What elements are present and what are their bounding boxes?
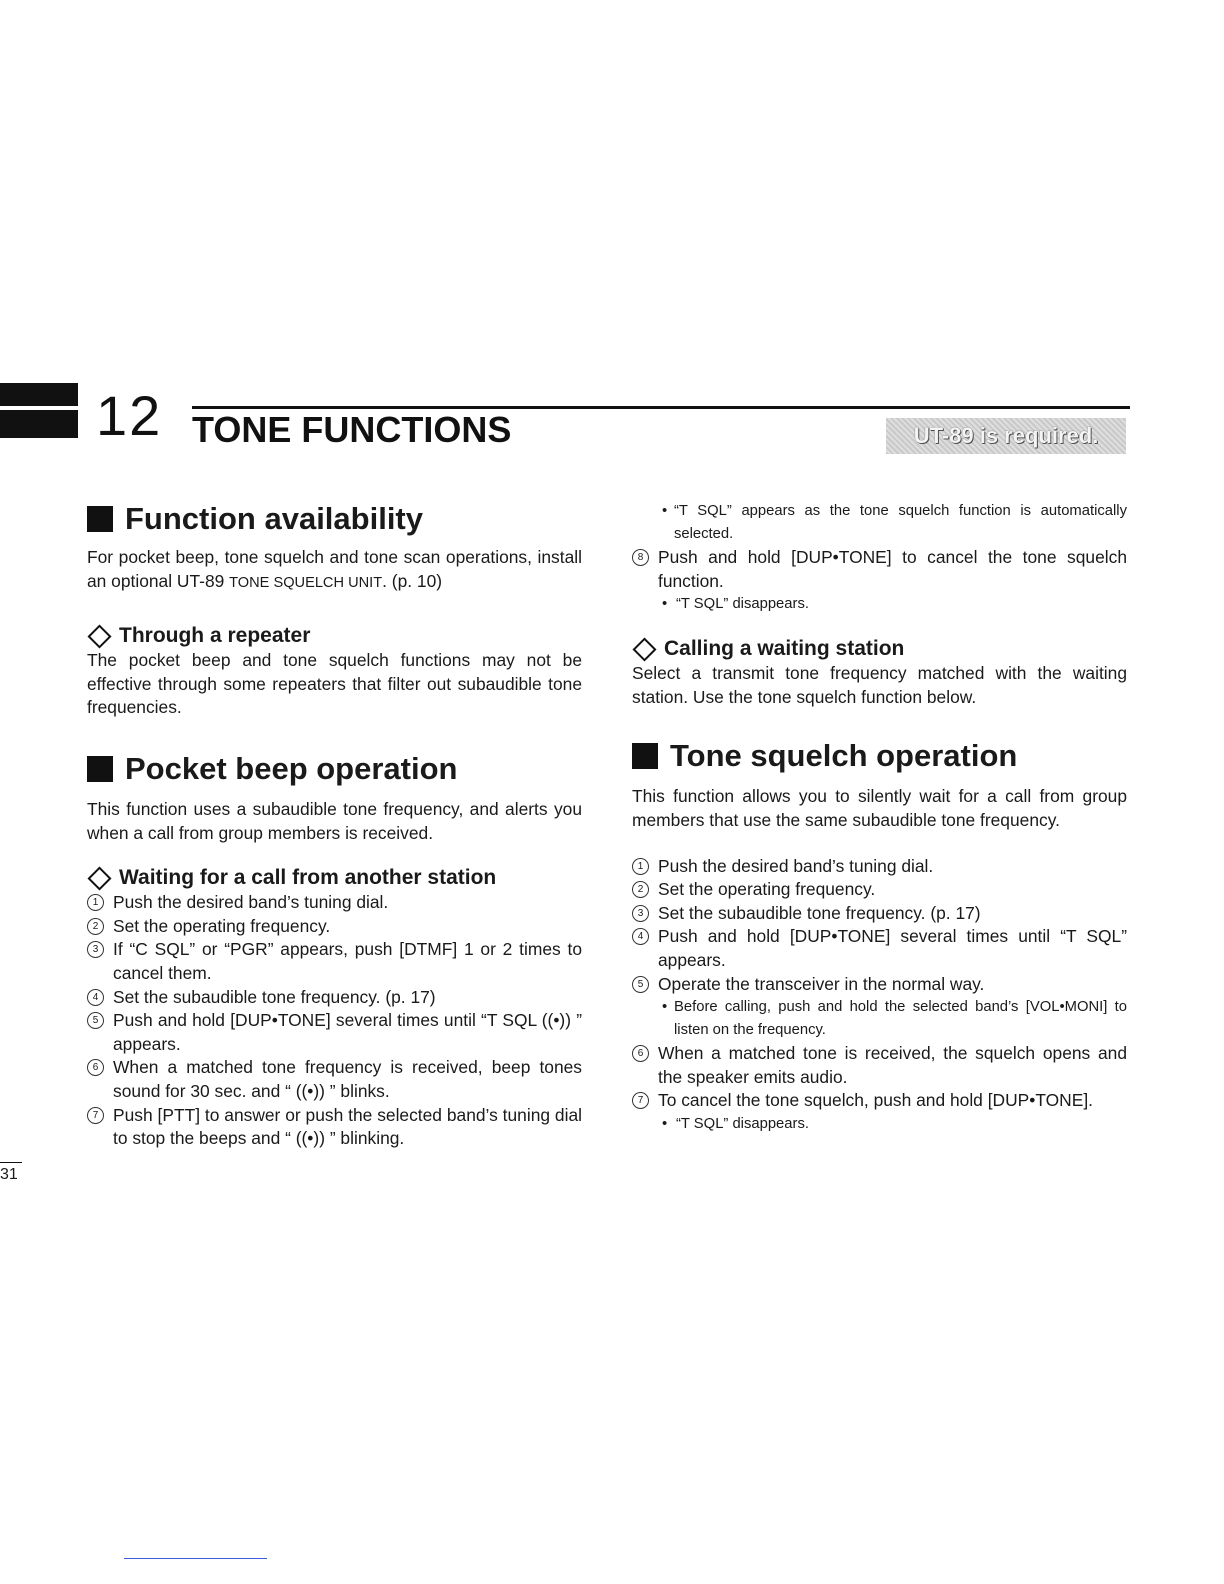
list-item: 5 Operate the transceiver in the normal way. [632, 973, 1127, 997]
subheading-text: Calling a waiting station [664, 637, 905, 661]
step-8-list [632, 546, 1127, 593]
left-column [87, 500, 582, 1151]
section-heading-text: Function availability [125, 501, 423, 536]
diamond-icon [87, 624, 111, 648]
list-item: 1 Push the desired band’s tuning dial. [632, 855, 1127, 879]
note-tsql-disappears-final: • “T SQL” disappears. [632, 1113, 1127, 1136]
function-availability-text: For pocket beep, tone squelch and tone scan operations, install an optional UT-89 TONE SQUELCH UNIT. (p. 10) [87, 547, 582, 591]
tone-squelch-text: This function allows you to silently wait for a call from group members that use the same subaudible tone frequency. [632, 786, 1127, 830]
section-heading-text: Tone squelch operation [670, 738, 1018, 774]
section-heading-tone-squelch [632, 737, 1127, 775]
pocket-beep-text: This function uses a subaudible tone frequency, and alerts you when a call from group members is received. [87, 798, 582, 843]
list-item: 4 Push and hold [DUP•TONE] several times until “T SQL” appears. [632, 925, 1127, 972]
chapter-title: TONE FUNCTIONS [192, 409, 512, 450]
right-column [632, 500, 1127, 1136]
pocket-beep-steps [87, 891, 582, 1151]
unit-name: TONE SQUELCH UNIT [229, 574, 383, 591]
calling-text: Select a transmit tone frequency matched with the waiting station. Use the tone squelch function below. [632, 663, 1127, 707]
list-item: 6 When a matched tone frequency is received, beep tones sound for 30 sec. and “ ((•)) ” blinks. [87, 1056, 582, 1103]
subheading-text: Waiting for a call from another station [119, 866, 497, 890]
list-item: 7 Push [PTT] to answer or push the selected band’s tuning dial to stop the beeps and “ ((•)) ” blinking. [87, 1104, 582, 1151]
list-item: 2 Set the operating frequency. [87, 915, 582, 939]
list-item: 4 Set the subaudible tone frequency. (p. 17) [87, 986, 582, 1010]
tone-squelch-steps [632, 855, 1127, 997]
section-heading-text: Pocket beep operation [125, 750, 458, 786]
section-heading-pocket-beep [87, 750, 582, 788]
section-heading-function-availability [87, 500, 582, 538]
tone-squelch-steps-continued [632, 1042, 1127, 1113]
footer-underline [124, 1558, 267, 1559]
subheading-text: Through a repeater [119, 624, 311, 648]
list-item: 7 To cancel the tone squelch, push and hold [DUP•TONE]. [632, 1089, 1127, 1113]
black-square-icon [632, 743, 658, 769]
diamond-icon [632, 637, 656, 661]
list-item: 6 When a matched tone is received, the squelch opens and the speaker emits audio. [632, 1042, 1127, 1089]
chapter-tab-marker [0, 383, 78, 438]
requirement-badge: UT-89 is required. [886, 418, 1126, 454]
diamond-icon [87, 866, 111, 890]
chapter-tab-gap [0, 406, 78, 410]
list-item: 1 Push the desired band’s tuning dial. [87, 891, 582, 915]
list-item: 5 Push and hold [DUP•TONE] several times until “T SQL ((•)) ” appears. [87, 1009, 582, 1056]
repeater-text: The pocket beep and tone squelch functions may not be effective through some repeaters that filter out subaudible tone frequencies. [87, 650, 582, 718]
subheading-through-repeater [87, 623, 582, 649]
page-number: 31 [0, 1162, 22, 1187]
note-tsql-appears: • “T SQL” appears as the tone squelch function is automatically selected. [632, 500, 1127, 546]
list-item: 3 If “C SQL” or “PGR” appears, push [DTMF] 1 or 2 times to cancel them. [87, 938, 582, 985]
subheading-waiting-for-call [87, 865, 582, 891]
subheading-calling-waiting-station [632, 636, 1127, 662]
black-square-icon [87, 756, 113, 782]
list-item: 3 Set the subaudible tone frequency. (p. 17) [632, 902, 1127, 926]
list-item: 8 Push and hold [DUP•TONE] to cancel the tone squelch function. [632, 546, 1127, 593]
black-square-icon [87, 506, 113, 532]
chapter-number: 12 [96, 384, 163, 447]
note-tsql-disappears: • “T SQL” disappears. [632, 593, 1127, 616]
list-item: 2 Set the operating frequency. [632, 878, 1127, 902]
note-before-calling: • Before calling, push and hold the selected band’s [VOL•MONI] to listen on the frequency. [632, 996, 1127, 1042]
